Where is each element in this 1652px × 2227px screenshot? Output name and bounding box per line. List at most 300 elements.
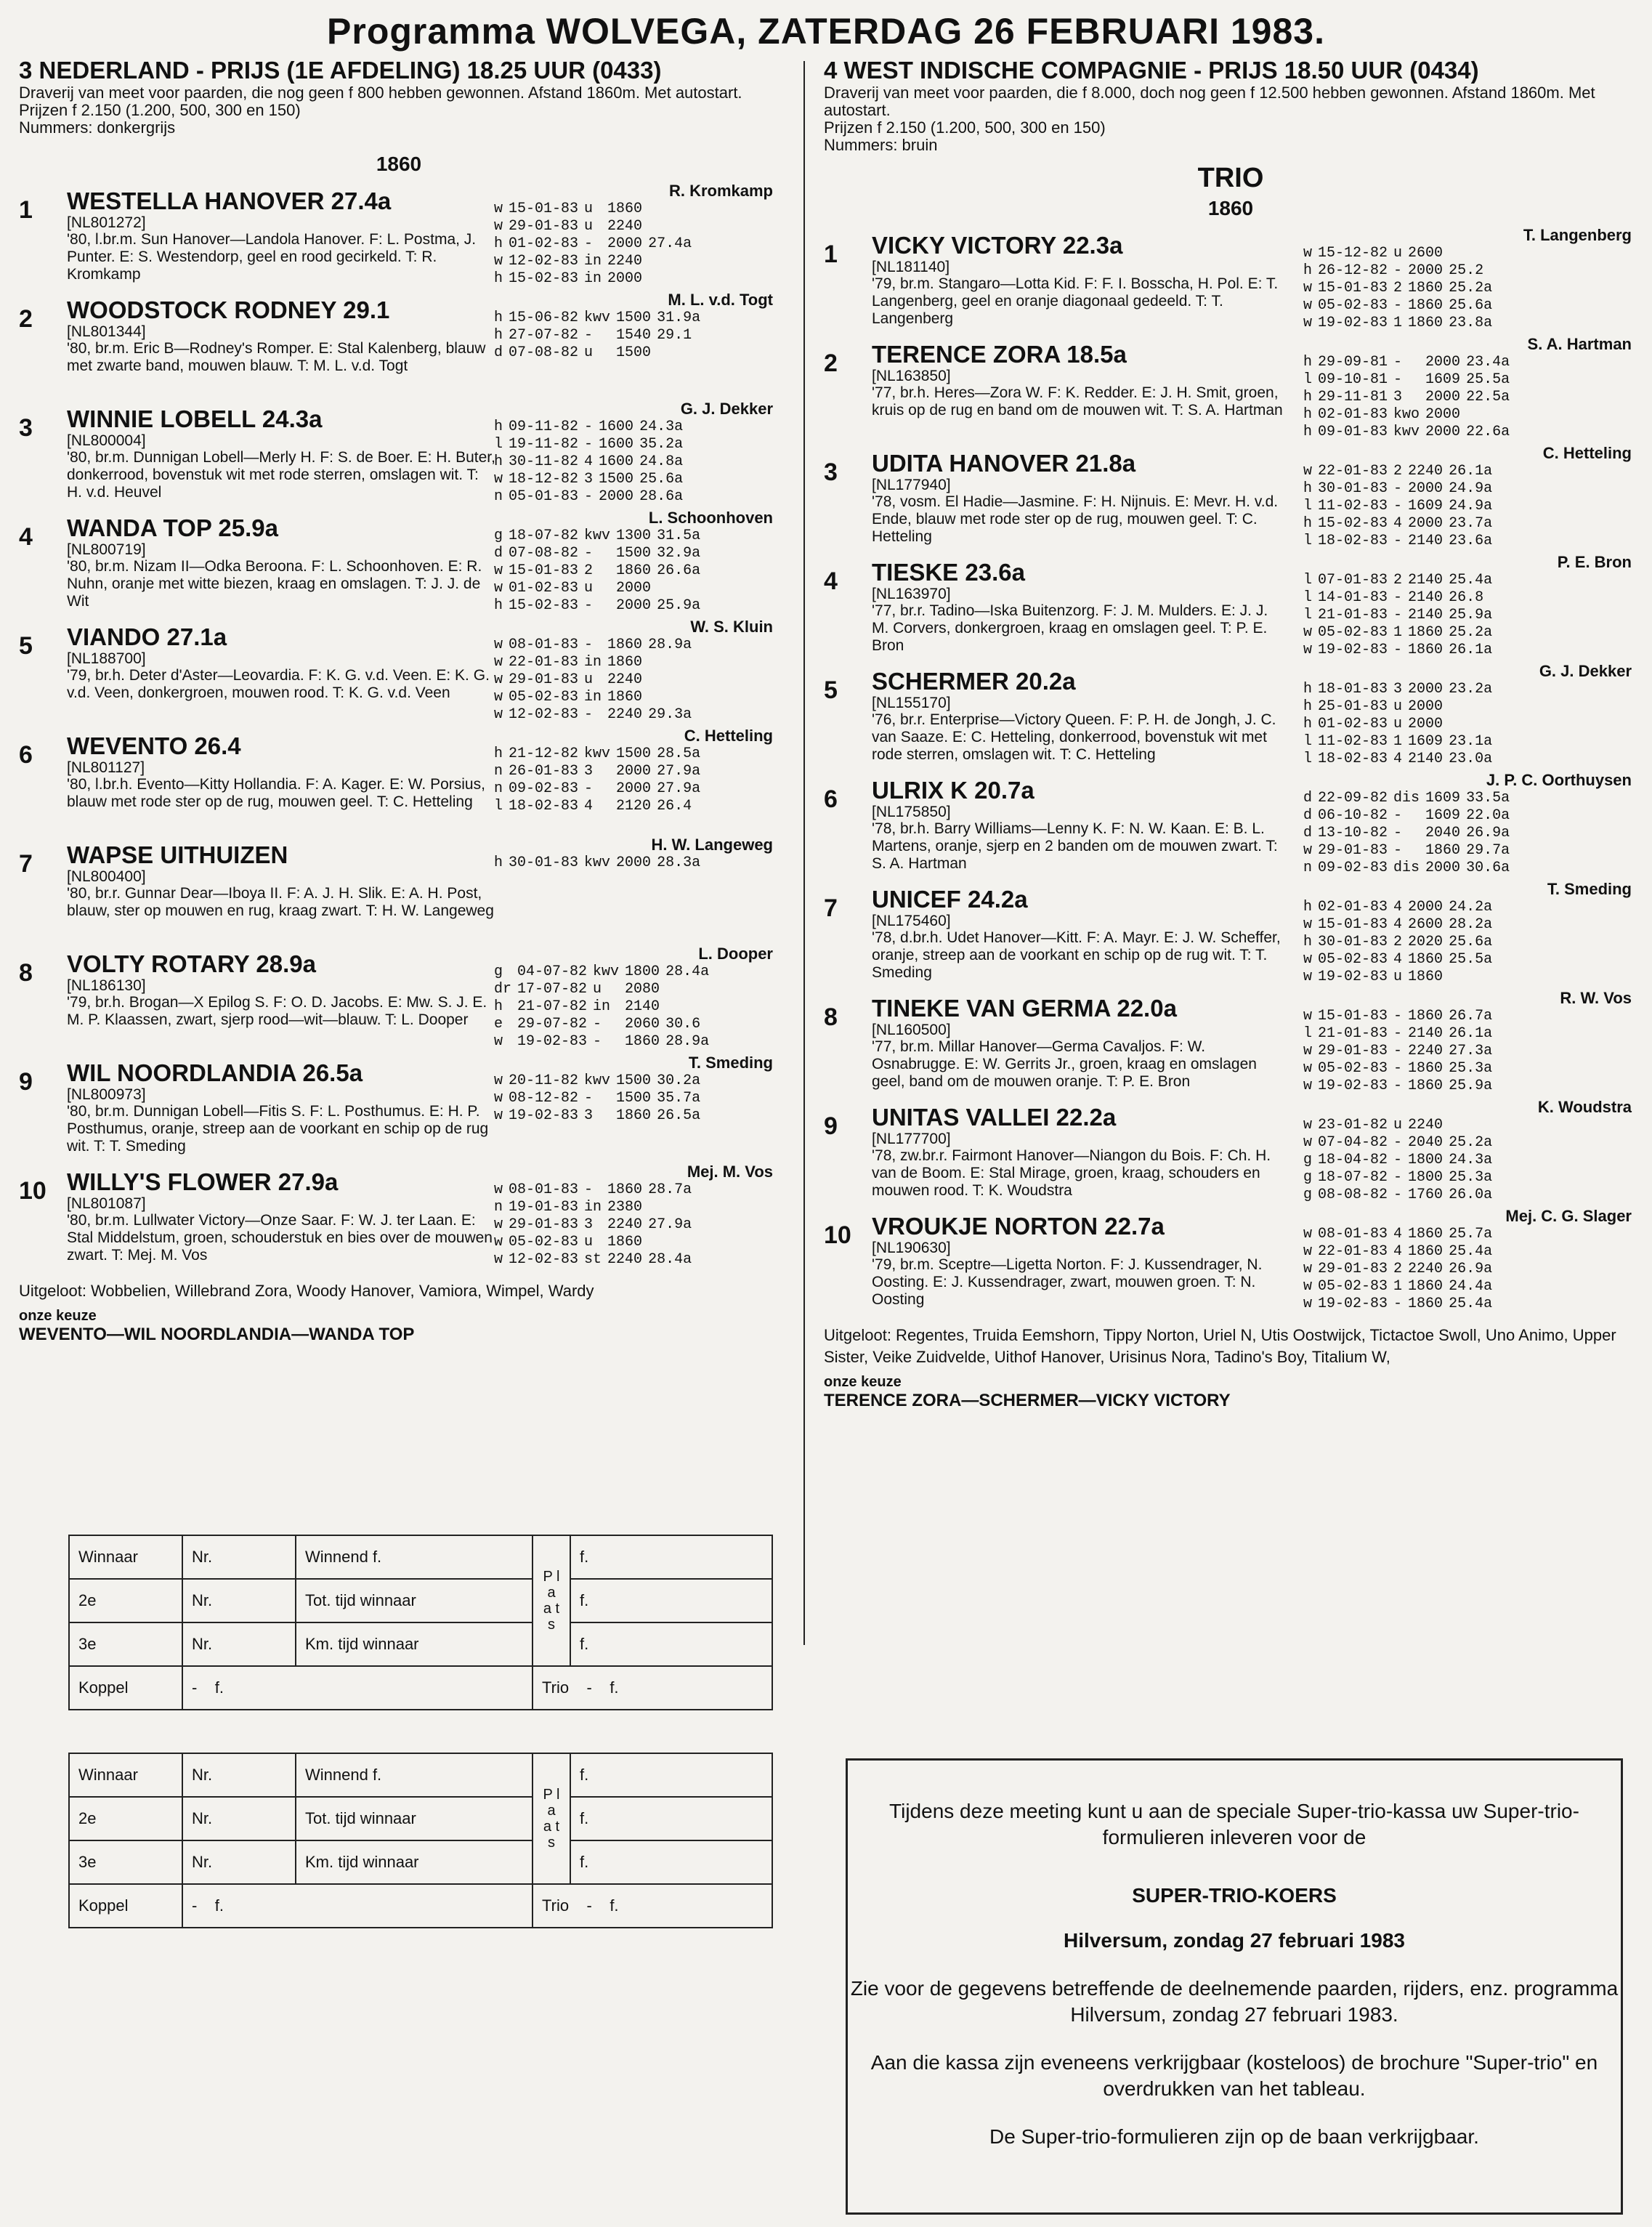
horse-info <box>67 1161 495 1270</box>
grid-koppel: Koppel <box>69 1884 182 1928</box>
horse-trainer: M. L. v.d. Togt <box>668 291 773 309</box>
form-cell: 1860 <box>607 1234 643 1250</box>
form-cell: 4 <box>1393 515 1403 532</box>
horse-name: UDITA HANOVER 21.8a <box>872 450 1136 477</box>
form-table <box>494 963 715 1051</box>
form-cell: 19-02-83 <box>1318 315 1388 331</box>
form-cell: - <box>1393 1169 1403 1186</box>
horse-registration: [NL160500] <box>872 1022 951 1038</box>
form-cell: 06-10-82 <box>1318 807 1388 824</box>
form-cell: 21-07-82 <box>517 998 588 1015</box>
form-cell: w <box>1303 297 1313 314</box>
form-cell: w <box>494 201 503 217</box>
form-table <box>494 201 697 288</box>
form-row <box>494 310 706 327</box>
form-cell: st <box>584 1251 602 1268</box>
horse-entry <box>19 1161 779 1270</box>
form-cell: 26.6a <box>657 562 701 579</box>
form-cell: - <box>1393 1060 1403 1077</box>
horse-registration: [NL800004] <box>67 432 146 449</box>
horse-number: 4 <box>824 567 838 595</box>
form-row <box>1303 860 1515 877</box>
horse-number: 8 <box>19 959 33 987</box>
form-cell: 13-10-82 <box>1318 825 1388 841</box>
form-cell: - <box>1393 1025 1403 1042</box>
horse-description: '76, br.r. Enterprise—Victory Queen. F: P. H. de Jongh, J. C. van Saaze. E: C. Hetteling, donkerrood, bovenstuk wit met rode sterren, omslagen wit. T: C. Hetteling <box>872 711 1276 763</box>
horse-name: TERENCE ZORA 18.5a <box>872 341 1127 368</box>
form-cell: 09-10-81 <box>1318 371 1388 388</box>
grid-tweede: 2e <box>69 1579 182 1622</box>
form-cell: w <box>1303 463 1313 480</box>
form-cell: 2240 <box>1408 1117 1444 1133</box>
form-cell: 1860 <box>1408 315 1444 331</box>
form-cell: 21-01-83 <box>1318 607 1388 623</box>
form-cell: - <box>1393 1043 1403 1059</box>
form-cell: 1800 <box>1408 1152 1444 1168</box>
form-cell: - <box>593 1016 602 1032</box>
race3-scratched: Uitgeloot: Wobbelien, Willebrand Zora, Woody Hanover, Vamiora, Wimpel, Wardy <box>19 1282 594 1300</box>
horse-number: 10 <box>19 1177 46 1205</box>
race3-conditions: Draverij van meet voor paarden, die nog geen f 800 hebben gewonnen. Afstand 1860m. Met autostart. <box>19 84 742 102</box>
form-cell: 05-02-83 <box>509 689 579 706</box>
form-cell: 3 <box>1393 681 1403 698</box>
form-row <box>1303 607 1498 624</box>
form-cell: 24.8a <box>639 453 684 470</box>
race3-numbers: Nummers: donkergrijs <box>19 118 176 137</box>
horse-entry <box>824 1096 1637 1205</box>
form-row <box>494 545 706 562</box>
form-cell: w <box>494 1216 503 1233</box>
form-row <box>494 1072 706 1090</box>
horse-trainer: L. Schoonhoven <box>648 509 773 527</box>
grid-winnaar: Winnaar <box>69 1535 182 1579</box>
form-cell: 29.7a <box>1466 842 1510 859</box>
horse-entry <box>19 725 779 834</box>
form-row <box>494 453 689 471</box>
form-cell: 4 <box>1393 1226 1403 1242</box>
form-cell: 4 <box>584 453 594 470</box>
form-cell: 2240 <box>1408 1043 1444 1059</box>
form-cell: w <box>1303 642 1313 658</box>
horse-number: 5 <box>19 632 33 660</box>
form-table <box>494 528 706 615</box>
grid-nr: Nr. <box>182 1797 296 1840</box>
form-cell: 25.6a <box>1449 934 1493 950</box>
form-cell: w <box>1303 1078 1313 1094</box>
form-table <box>494 636 697 724</box>
form-row <box>1303 315 1498 332</box>
horse-entry <box>824 551 1637 660</box>
form-cell <box>648 1234 697 1251</box>
form-cell: 2000 <box>1408 681 1444 698</box>
form-row <box>1303 934 1498 951</box>
race3-choice: WEVENTO—WIL NOORDLANDIA—WANDA TOP <box>19 1325 415 1344</box>
form-cell: 2240 <box>1408 463 1444 480</box>
form-cell: u <box>1393 245 1403 262</box>
form-row <box>494 636 697 654</box>
form-cell: h <box>1303 515 1313 532</box>
form-cell: h <box>494 453 503 470</box>
horse-description: '77, br.m. Millar Hanover—Germa Cavaljos. F: W. Osnabrugge. E: W. Gerrits Jr., groen, kraag en omslagen geel, band om de mouwen oranje. T: P. E. Bron <box>872 1038 1257 1090</box>
form-cell <box>648 654 697 671</box>
form-cell: w <box>494 1181 503 1198</box>
form-table <box>1303 572 1498 659</box>
form-row <box>1303 1117 1498 1134</box>
form-cell: 25.4a <box>1449 572 1493 589</box>
horse-number: 2 <box>824 349 838 377</box>
form-cell: 2000 <box>616 580 652 597</box>
form-row <box>494 235 697 253</box>
form-cell: 07-01-83 <box>1318 572 1388 589</box>
form-row <box>494 253 697 270</box>
form-cell: 1860 <box>607 654 643 671</box>
form-cell: 08-01-83 <box>1318 1226 1388 1242</box>
form-row <box>494 798 706 815</box>
form-cell: 12-02-83 <box>509 1251 579 1268</box>
form-cell: 15-01-83 <box>509 201 579 217</box>
form-cell: 2060 <box>625 1016 660 1032</box>
form-cell: 28.9a <box>648 636 692 653</box>
horse-trainer: P. E. Bron <box>1557 553 1632 571</box>
form-cell: l <box>1303 1025 1313 1042</box>
horse-trainer: R. Kromkamp <box>668 182 773 200</box>
form-cell: 2240 <box>607 1216 643 1233</box>
form-cell <box>648 671 697 689</box>
form-cell: - <box>1393 262 1403 279</box>
grid-km-tijd: Km. tijd winnaar <box>296 1622 533 1666</box>
form-cell: 26.4 <box>657 798 692 815</box>
horse-entry <box>19 180 779 289</box>
form-cell: 08-12-82 <box>509 1090 579 1107</box>
form-cell: 29-01-83 <box>509 218 579 235</box>
form-cell: 19-02-83 <box>1318 969 1388 985</box>
form-cell: w <box>494 218 503 235</box>
form-cell: 12-02-83 <box>509 253 579 270</box>
form-cell: 18-01-83 <box>1318 681 1388 698</box>
form-cell: 1860 <box>1408 642 1444 658</box>
form-cell: w <box>1303 245 1313 262</box>
form-cell: 29-09-81 <box>1318 354 1388 371</box>
form-cell: 15-02-83 <box>509 270 579 287</box>
form-cell: - <box>1393 1296 1403 1312</box>
horse-trainer: C. Hetteling <box>1542 444 1632 462</box>
form-cell: kwv <box>584 854 611 871</box>
form-table <box>1303 1226 1498 1313</box>
horse-description: '80, br.m. Eric B—Rodney's Romper. E: Stal Kalenberg, blauw met zwarte band, mouwen blauw. T: M. L. v.d. Togt <box>67 340 486 374</box>
form-cell: 2 <box>1393 1261 1403 1277</box>
horse-number: 3 <box>824 458 838 486</box>
horse-registration: [NL175850] <box>872 804 951 820</box>
form-cell: kwv <box>584 745 611 762</box>
horse-trainer: T. Langenberg <box>1523 226 1632 244</box>
horse-info <box>67 943 495 1052</box>
form-cell: - <box>1393 1152 1403 1168</box>
notice-details: Zie voor de gegevens betreffende de deelnemende paarden, rijders, enz. programma Hilversum, zondag 27 februari 1983. <box>850 1977 1619 2026</box>
horse-number: 4 <box>19 523 33 551</box>
form-cell: 11-02-83 <box>1318 733 1388 750</box>
form-row <box>494 689 697 706</box>
form-cell: 25.4a <box>1449 1296 1493 1312</box>
form-cell: 26.7a <box>1449 1008 1493 1024</box>
form-row <box>1303 624 1498 642</box>
form-cell: 28.2a <box>1449 916 1493 933</box>
race3-choice-label: onze keuze <box>19 1308 97 1324</box>
horse-registration: [NL175460] <box>872 913 951 929</box>
form-cell: e <box>494 1016 503 1032</box>
race4-prizes: Prijzen f 2.150 (1.200, 500, 300 en 150) <box>824 118 1106 137</box>
form-row <box>494 471 689 488</box>
form-cell <box>657 580 706 597</box>
horse-name: SCHERMER 20.2a <box>872 668 1076 695</box>
grid-derde: 3e <box>69 1840 182 1884</box>
form-cell: h <box>494 998 503 1015</box>
form-cell <box>1449 969 1498 986</box>
form-cell: - <box>1393 533 1403 549</box>
horse-entry <box>19 943 779 1052</box>
race3-prizes: Prijzen f 2.150 (1.200, 500, 300 en 150) <box>19 101 301 119</box>
form-cell: 09-02-83 <box>509 780 579 797</box>
race3-horse-list <box>19 180 779 1270</box>
form-cell: 1860 <box>1408 1243 1444 1260</box>
form-cell: 15-02-83 <box>1318 515 1388 532</box>
form-cell: 1609 <box>1425 371 1461 388</box>
form-table <box>494 854 706 872</box>
form-cell: 20-11-82 <box>509 1072 579 1089</box>
horse-number: 7 <box>19 850 33 878</box>
form-cell: g <box>1303 1187 1313 1203</box>
form-cell: 2000 <box>616 780 652 797</box>
form-cell: w <box>494 1234 503 1250</box>
form-row <box>494 327 706 344</box>
form-cell: u <box>1393 698 1403 715</box>
form-cell <box>657 344 706 362</box>
form-cell: w <box>1303 280 1313 296</box>
form-cell: u <box>593 981 602 998</box>
form-row <box>494 419 689 436</box>
grid-f: f. <box>570 1622 772 1666</box>
form-cell: - <box>1393 1078 1403 1094</box>
form-cell: kwv <box>1393 424 1420 440</box>
form-cell: 1 <box>1393 733 1403 750</box>
form-cell: 1760 <box>1408 1187 1444 1203</box>
horse-description: '80, l.br.m. Sun Hanover—Landola Hanover. F: L. Postma, J. Punter. E: S. Westendorp, geel en rood gecirkeld. T: R. Kromkamp <box>67 231 477 283</box>
horse-name: VICKY VICTORY 22.3a <box>872 232 1123 259</box>
form-cell: g <box>494 528 503 544</box>
form-cell: 23.0a <box>1449 751 1493 767</box>
form-row <box>494 671 697 689</box>
form-cell <box>648 689 697 706</box>
form-cell: 1 <box>1393 1278 1403 1295</box>
form-cell: 1540 <box>616 327 652 344</box>
form-cell: kwo <box>1393 406 1420 423</box>
form-row <box>494 981 715 998</box>
form-cell: 08-01-83 <box>509 1181 579 1198</box>
form-cell: 15-01-83 <box>1318 280 1388 296</box>
form-cell: u <box>1393 1117 1403 1133</box>
form-cell: 08-01-83 <box>509 636 579 653</box>
form-cell: 24.3a <box>1449 1152 1493 1168</box>
form-cell: 23.4a <box>1466 354 1510 371</box>
form-cell: 1860 <box>1408 624 1444 641</box>
horse-registration: [NL801087] <box>67 1195 146 1212</box>
form-cell: 02-01-83 <box>1318 899 1388 916</box>
horse-number: 9 <box>824 1112 838 1140</box>
form-cell: 25-01-83 <box>1318 698 1388 715</box>
form-cell: - <box>1393 642 1403 658</box>
form-row <box>1303 1226 1498 1243</box>
form-cell: 26.1a <box>1449 1025 1493 1042</box>
grid-f: f. <box>570 1535 772 1579</box>
form-cell: 05-02-83 <box>1318 624 1388 641</box>
form-cell <box>648 201 697 218</box>
grid-f: f. <box>570 1579 772 1622</box>
horse-trainer: W. S. Kluin <box>690 618 773 636</box>
form-cell: w <box>1303 1278 1313 1295</box>
form-cell: 23.6a <box>1449 533 1493 549</box>
form-row <box>1303 1008 1498 1025</box>
form-cell: 2140 <box>1408 589 1444 606</box>
horse-entry <box>824 660 1637 769</box>
form-row <box>494 1016 715 1033</box>
form-cell: 27.4a <box>648 235 692 252</box>
form-cell: u <box>584 671 594 688</box>
form-cell <box>1449 1117 1498 1134</box>
form-cell: 1 <box>1393 624 1403 641</box>
form-cell: 05-02-83 <box>1318 297 1388 314</box>
horse-description: '79, br.h. Deter d'Aster—Leovardia. F: K. G. v.d. Veen. E: K. G. v.d. Veen, donkergroen, mouwen rood. T: K. G. v.d. Veen <box>67 667 490 701</box>
form-cell: 26.1a <box>1449 642 1493 658</box>
form-cell: 1860 <box>1425 842 1461 859</box>
form-cell: 26.5a <box>657 1107 701 1124</box>
form-cell: - <box>1393 1008 1403 1024</box>
form-cell: 1860 <box>1408 280 1444 296</box>
form-cell: 2 <box>1393 572 1403 589</box>
form-cell: w <box>494 1107 503 1124</box>
horse-trainer: T. Smeding <box>1547 880 1632 898</box>
horse-info <box>67 507 495 616</box>
horse-trainer: Mej. C. G. Slager <box>1505 1207 1632 1225</box>
form-cell: 2140 <box>1408 607 1444 623</box>
form-cell: 15-06-82 <box>509 310 579 326</box>
horse-registration: [NL177940] <box>872 477 951 493</box>
grid-trio: Trio - f. <box>533 1884 772 1928</box>
race4-horse-list <box>824 225 1637 1314</box>
form-cell: 23.8a <box>1449 315 1493 331</box>
horse-number: 1 <box>19 196 33 224</box>
horse-registration: [NL800719] <box>67 541 146 558</box>
grid-nr: Nr. <box>182 1753 296 1797</box>
form-cell: l <box>1303 533 1313 549</box>
horse-name: WOODSTOCK RODNEY 29.1 <box>67 296 390 323</box>
form-cell: w <box>494 636 503 653</box>
notice-forms: De Super-trio-formulieren zijn op de baan verkrijgbaar. <box>989 2125 1479 2148</box>
form-cell: 29-01-83 <box>1318 1043 1388 1059</box>
form-cell: 28.5a <box>657 745 701 762</box>
form-cell: - <box>584 597 594 614</box>
form-cell: 11-02-83 <box>1318 498 1388 514</box>
form-row <box>1303 245 1498 262</box>
form-cell: - <box>1393 825 1403 841</box>
form-cell: in <box>584 689 602 706</box>
form-cell: h <box>1303 354 1313 371</box>
form-row <box>1303 807 1515 825</box>
form-cell: 35.7a <box>657 1090 701 1107</box>
form-cell: 1609 <box>1408 733 1444 750</box>
form-cell: 2040 <box>1408 1134 1444 1151</box>
horse-entry <box>824 1205 1637 1314</box>
form-row <box>494 963 715 981</box>
form-cell: 2140 <box>1408 572 1444 589</box>
form-row <box>1303 825 1515 842</box>
form-cell: 23-01-82 <box>1318 1117 1388 1133</box>
horse-entry <box>19 289 779 398</box>
form-cell: 2000 <box>1408 716 1444 732</box>
form-row <box>1303 681 1498 698</box>
horse-name: WIL NOORDLANDIA 26.5a <box>67 1059 363 1086</box>
form-cell: 2000 <box>1408 899 1444 916</box>
form-cell: 1860 <box>1408 1008 1444 1024</box>
form-cell: 26-12-82 <box>1318 262 1388 279</box>
form-cell: 22-01-83 <box>1318 1243 1388 1260</box>
form-row <box>1303 790 1515 807</box>
form-cell: h <box>1303 262 1313 279</box>
form-cell: 31.5a <box>657 528 701 544</box>
form-cell: 1800 <box>625 963 660 980</box>
form-cell: u <box>584 1234 594 1250</box>
horse-description: '80, br.r. Gunnar Dear—Iboya II. F: A. J. H. Slik. E: A. H. Post, blauw, ster op mouwen en rug, kraag zwart. T: H. W. Langeweg <box>67 885 494 919</box>
form-cell: w <box>494 706 503 723</box>
form-cell: - <box>1393 354 1403 371</box>
form-cell: - <box>584 636 594 653</box>
race4-distance: 1860 <box>1207 197 1254 219</box>
form-row <box>494 1216 697 1234</box>
form-cell: 24.4a <box>1449 1278 1493 1295</box>
form-cell: 1860 <box>607 201 643 217</box>
form-row <box>1303 280 1498 297</box>
horse-info <box>67 725 495 834</box>
form-cell: 1860 <box>1408 1278 1444 1295</box>
form-cell: - <box>584 327 594 344</box>
grid-nr: Nr. <box>182 1840 296 1884</box>
form-cell: h <box>494 327 503 344</box>
grid-derde: 3e <box>69 1622 182 1666</box>
horse-description: '80, br.m. Dunnigan Lobell—Fitis S. F: L. Posthumus. E: H. P. Posthumus, oranje, streep aan de voorkant en schip op de rug wit. T: T. Smeding <box>67 1103 489 1155</box>
horse-name: UNITAS VALLEI 22.2a <box>872 1104 1117 1131</box>
form-cell: 1600 <box>599 453 634 470</box>
form-cell <box>648 1199 697 1216</box>
form-cell: u <box>1393 969 1403 985</box>
horse-name: WILLY'S FLOWER 27.9a <box>67 1168 339 1195</box>
horse-number: 6 <box>19 741 33 769</box>
form-cell: w <box>494 1072 503 1089</box>
form-cell: 2020 <box>1408 934 1444 950</box>
form-cell: w <box>494 654 503 671</box>
form-cell: h <box>494 235 503 252</box>
form-cell: w <box>1303 1226 1313 1242</box>
form-cell: 09-01-83 <box>1318 424 1388 440</box>
form-cell: 28.6a <box>639 488 684 505</box>
form-cell: 27.9a <box>648 1216 692 1233</box>
form-cell: 07-08-82 <box>509 545 579 562</box>
form-cell: l <box>1303 572 1313 589</box>
grid-winnend: Winnend f. <box>296 1535 533 1579</box>
form-cell: 29-01-83 <box>1318 1261 1388 1277</box>
form-row <box>494 654 697 671</box>
form-cell: w <box>494 689 503 706</box>
horse-number: 3 <box>19 414 33 442</box>
form-cell: 22-01-83 <box>1318 463 1388 480</box>
form-row <box>1303 480 1498 498</box>
